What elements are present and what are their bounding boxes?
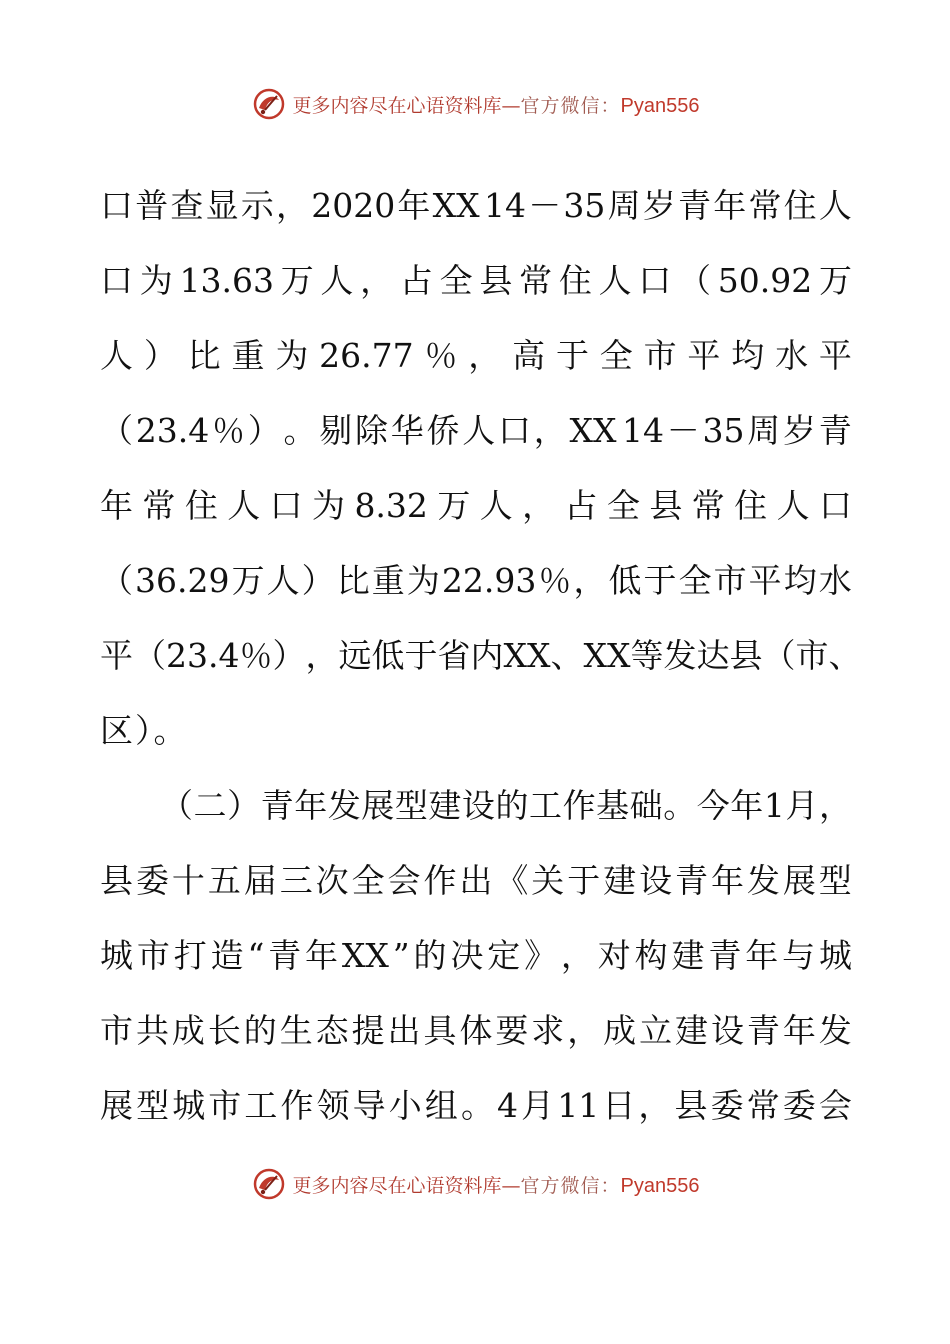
body-line-3: 人 ） 比 重 为 26.77 ％ ， 高 于 全 市 平 均 水 平 <box>100 336 852 375</box>
watermark-dash: — <box>501 94 521 117</box>
watermark-site-text: 更多内容尽在心语资料库 <box>292 1174 502 1197</box>
body-line-1: 口 普 查 显 示 ， 2020 年 XX 14 － 35 周 岁 青 年 常 住 人 <box>100 186 852 225</box>
body-line-5: 年 常 住 人 口 为 8.32 万 人 ， 占 全 县 常 住 人 口 <box>100 486 852 525</box>
body-line-7: 平 （ 23.4 ％ ） ， 远 低 于 省 内 XX 、 XX 等 发 达 县 （ 市 、 <box>100 636 862 675</box>
body-line-11: 城 市 打 造 “ 青 年 XX ” 的 决 定 》 ， 对 构 建 青 年 与 城 <box>100 936 852 975</box>
body-line-9: （ 二 ） 青 年 发 展 型 建 设 的 工 作 基 础 。 今 年 1 月 ， <box>160 786 852 825</box>
body-line-8: 区）。 <box>100 711 189 750</box>
body-line-6: （ 36.29 万 人 ） 比 重 为 22.93 ％ ， 低 于 全 市 平 均 水 <box>100 561 852 600</box>
watermark-site-text: 更多内容尽在心语资料库 <box>292 94 502 117</box>
watermark-dash: — <box>501 1174 521 1197</box>
body-line-4: （ 23.4 ％ ） 。 剔 除 华 侨 人 口 ， XX 14 － 35 周 岁 青 <box>100 411 852 450</box>
pen-swirl-logo-icon <box>251 1166 287 1202</box>
body-line-2: 口 为 13.63 万 人 ， 占 全 县 常 住 人 口 （ 50.92 万 <box>100 261 852 300</box>
document-body <box>100 168 862 1143</box>
footer-watermark <box>0 1164 950 1204</box>
header-watermark <box>0 84 950 124</box>
watermark-wechat-label: 官方微信： <box>520 1174 621 1197</box>
watermark-wechat-id: Pyan556 <box>620 1174 700 1197</box>
body-line-12: 市 共 成 长 的 生 态 提 出 具 体 要 求 ， 成 立 建 设 青 年 发 <box>100 1011 852 1050</box>
pen-swirl-logo-icon <box>251 86 287 122</box>
watermark-wechat-label: 官方微信： <box>520 94 621 117</box>
watermark-text <box>293 1171 700 1198</box>
watermark-text <box>293 91 700 118</box>
watermark-wechat-id: Pyan556 <box>620 94 700 117</box>
body-line-13: 展 型 城 市 工 作 领 导 小 组 。 4 月 11 日 ， 县 委 常 委 会 <box>100 1086 852 1125</box>
body-line-10: 县 委 十 五 届 三 次 全 会 作 出 《 关 于 建 设 青 年 发 展 型 <box>100 861 852 900</box>
